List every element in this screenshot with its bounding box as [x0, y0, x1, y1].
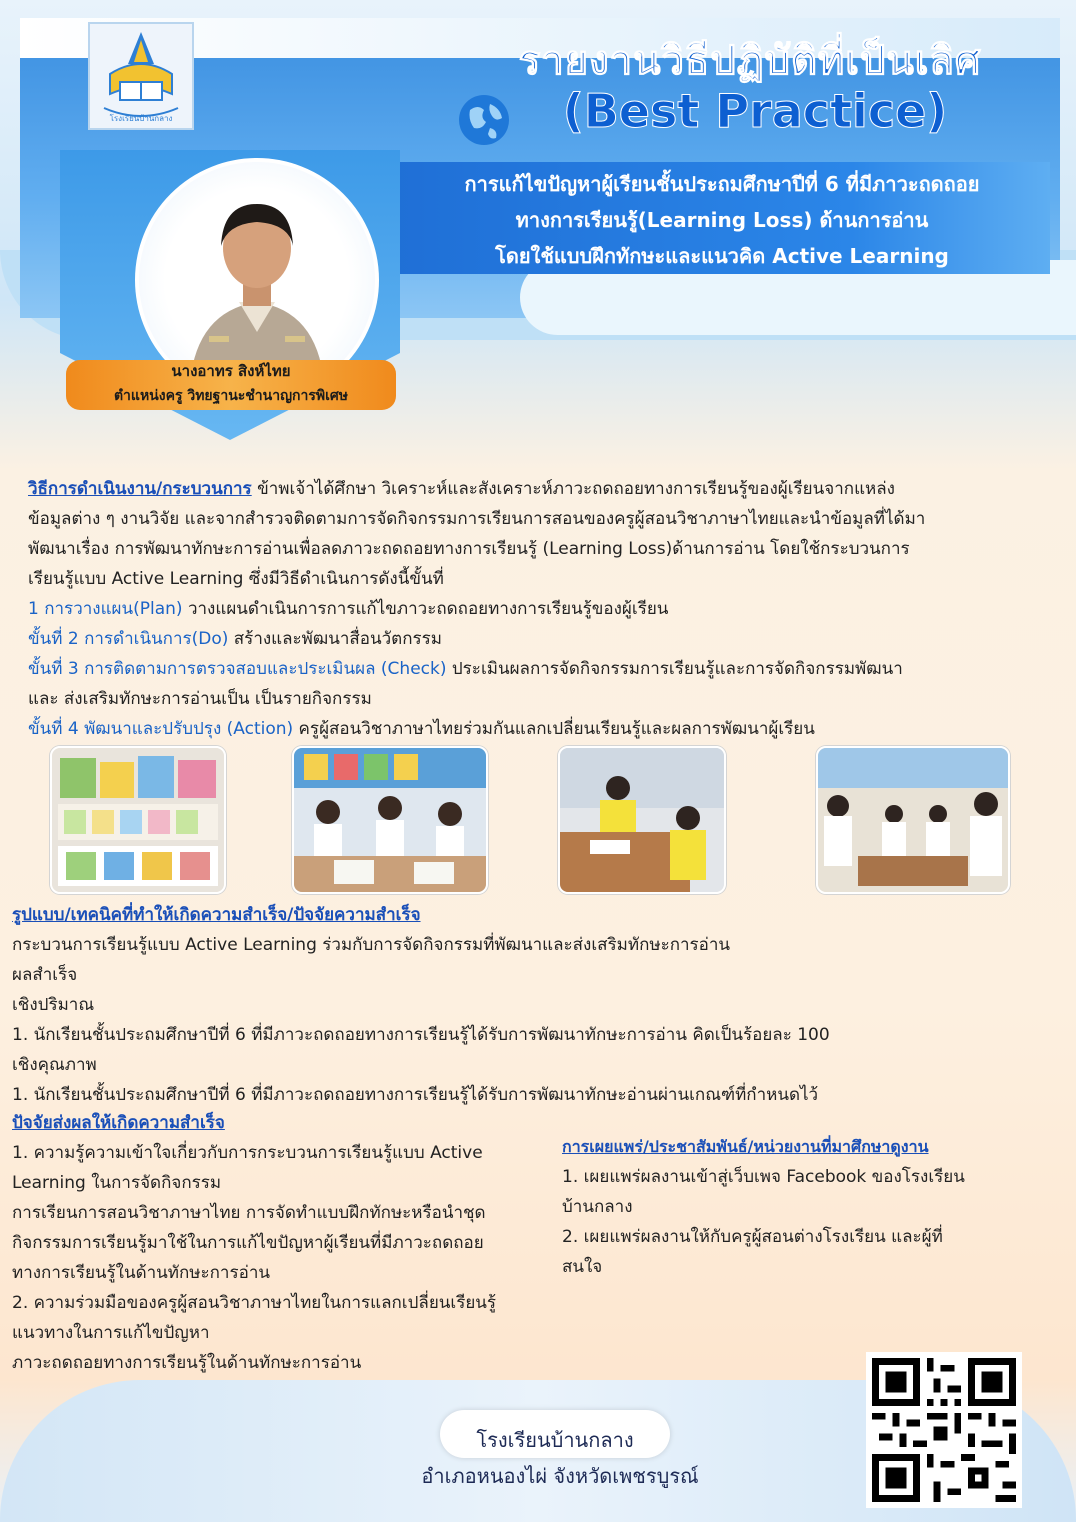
factors-heading-wrap [12, 1108, 225, 1138]
factor-line: ภาวะถดถอยทางการเรียนรู้ในด้านทักษะการอ่าน [12, 1353, 362, 1373]
photo-classroom-2 [558, 746, 726, 894]
headline-line: โดยใช้แบบฝึกทักษะและแนวคิด Active Learning [495, 244, 949, 268]
page-subtitle: (Best Practice) [562, 84, 948, 138]
step-text: วางแผนดำเนินการการแก้ไขภาวะถดถอยทางการเรียนรู้ของผู้เรียน [182, 599, 669, 619]
dissemination-heading: การเผยแพร่/ประชาสัมพันธ์/หน่วยงานที่มาศึกษาดูงาน [562, 1137, 929, 1156]
step-text: ครูผู้สอนวิชาภาษาไทยร่วมกันแลกเปลี่ยนเรียนรู้และผลการพัฒนาผู้เรียน [293, 719, 815, 739]
success-line: เชิงปริมาณ [12, 995, 95, 1015]
step-action [28, 714, 1048, 744]
process-intro-line: ข้อมูลต่าง ๆ งานวิจัย และจากสำรวจติดตามการจัดกิจกรรมการเรียนการสอนของครูผู้สอนวิชาภาษาไทยและนำข้อมูลที่ได้มา [28, 509, 926, 529]
qr-code-icon [872, 1358, 1016, 1502]
factor-line: 1. ความรู้ความเข้าใจเกี่ยวกับการกระบวนการเรียนรู้แบบ Active [12, 1143, 483, 1163]
footer-location: อำเภอหนองไผ่ จังหวัดเพชรบูรณ์ [421, 1464, 699, 1488]
factors-heading: ปัจจัยส่งผลให้เกิดความสำเร็จ [12, 1113, 225, 1133]
success-line: เชิงคุณภาพ [12, 1055, 97, 1075]
factors-section [12, 1138, 552, 1378]
learning-materials-icon [52, 748, 224, 892]
success-line: 1. นักเรียนชั้นประถมศึกษาปีที่ 6 ที่มีภาวะถดถอยทางการเรียนรู้ได้รับการพัฒนาทักษะอ่านผ่านเกณฑ์ที่กำหนดไว้ [12, 1085, 819, 1105]
headline-line: ทางการเรียนรู้(Learning Loss) ด้านการอ่าน [515, 208, 929, 232]
factor-line: กิจกรรมการเรียนรู้มาใช้ในการแก้ไขปัญหาผู้เรียนที่มีภาวะถดถอย [12, 1233, 484, 1253]
step-label: ขั้นที่ 2 การดำเนินการ(Do) [28, 629, 229, 649]
step-plan [28, 594, 1048, 624]
step-check-cont [28, 684, 1048, 714]
step-check [28, 654, 1048, 684]
school-logo [88, 22, 194, 130]
headline-line: การแก้ไขปัญหาผู้เรียนชั้นประถมศึกษาปีที่ 6 ที่มีภาวะถดถอย [464, 172, 980, 196]
success-line: กระบวนการเรียนรู้แบบ Active Learning ร่วมกับการจัดกิจกรรมที่พัฒนาและส่งเสริมทักษะการอ่าน [12, 935, 731, 955]
factor-line: ทางการเรียนรู้ในด้านทักษะการอ่าน [12, 1263, 270, 1283]
classroom-photo-icon [294, 748, 486, 892]
process-intro-line: เรียนรู้แบบ Active Learning ซึ่งมีวิธีดำเนินการดังนี้ขั้นที่ [28, 569, 444, 589]
dissemination-line: 2. เผยแพร่ผลงานให้กับครูผู้สอนต่างโรงเรียน และผู้ที่ [562, 1227, 943, 1247]
dissemination-section [562, 1132, 1042, 1282]
school-logo-icon [90, 24, 192, 128]
footer-school-name: โรงเรียนบ้านกลาง [476, 1428, 634, 1452]
process-intro-line: ข้าพเจ้าได้ศึกษา วิเคราะห์และสังเคราะห์ภาวะถดถอยทางการเรียนรู้ของผู้เรียนจากแหล่ง [251, 479, 895, 499]
factor-line: Learning ในการจัดกิจกรรม [12, 1173, 222, 1193]
dissemination-line: 1. เผยแพร่ผลงานเข้าสู่เว็บเพจ Facebook ของโรงเรียน [562, 1167, 965, 1187]
teacher-name: นางอาทร สิงห์ไทย [171, 362, 291, 380]
factor-line: การเรียนการสอนวิชาภาษาไทย การจัดทำแบบฝึกทักษะหรือนำชุด [12, 1203, 486, 1223]
success-line: ผลสำเร็จ [12, 965, 78, 985]
success-heading: รูปแบบ/เทคนิคที่ทำให้เกิดความสำเร็จ/ปัจจัยความสำเร็จ [12, 905, 421, 925]
step-text: และ ส่งเสริมทักษะการอ่านเป็น เป็นรายกิจกรรม [28, 689, 372, 709]
factor-line: แนวทางในการแก้ไขปัญหา [12, 1323, 210, 1343]
factor-line: 2. ความร่วมมือของครูผู้สอนวิชาภาษาไทยในการแลกเปลี่ยนเรียนรู้ [12, 1293, 497, 1313]
step-text: ประเมินผลการจัดกิจกรรมการเรียนรู้และการจัดกิจกรรมพัฒนา [446, 659, 903, 679]
globe-icon [456, 92, 512, 148]
photo-classroom-1 [292, 746, 488, 894]
tutoring-photo-icon [560, 748, 724, 892]
step-text: สร้างและพัฒนาสื่อนวัตกรรม [228, 629, 442, 649]
step-do [28, 624, 1048, 654]
qr-code[interactable] [866, 1352, 1022, 1508]
page-title: รายงานวิธีปฏิบัติที่เป็นเลิศ [518, 38, 982, 84]
success-line: 1. นักเรียนชั้นประถมศึกษาปีที่ 6 ที่มีภาวะถดถอยทางการเรียนรู้ได้รับการพัฒนาทักษะการอ่าน คิดเป็นร้อยละ 100 [12, 1025, 830, 1045]
dissemination-line: สนใจ [562, 1257, 603, 1277]
logo-caption: โรงเรียนบ้านกลาง [109, 114, 173, 123]
reading-photo-icon [818, 748, 1008, 892]
step-label: ขั้นที่ 4 พัฒนาและปรับปรุง (Action) [28, 719, 294, 739]
step-label: 1 การวางแผน(Plan) [28, 599, 183, 619]
project-headline [392, 166, 1052, 274]
step-label: ขั้นที่ 3 การติดตามการตรวจสอบและประเมินผล (Check) [28, 659, 447, 679]
process-intro-line: พัฒนาเรื่อง การพัฒนาทักษะการอ่านเพื่อลดภาวะถดถอยทางการเรียนรู้ (Learning Loss)ด้านการอ่าน โดยใช้กระบวนการ [28, 539, 910, 559]
photo-classroom-3 [816, 746, 1010, 894]
success-section [12, 900, 1052, 1110]
photo-materials [50, 746, 226, 894]
process-section [28, 474, 1048, 744]
dissemination-line: บ้านกลาง [562, 1197, 633, 1217]
process-heading: วิธีการดำเนินงาน/กระบวนการ [28, 479, 252, 499]
teacher-position: ตำแหน่งครู วิทยฐานะชำนาญการพิเศษ [113, 388, 349, 404]
